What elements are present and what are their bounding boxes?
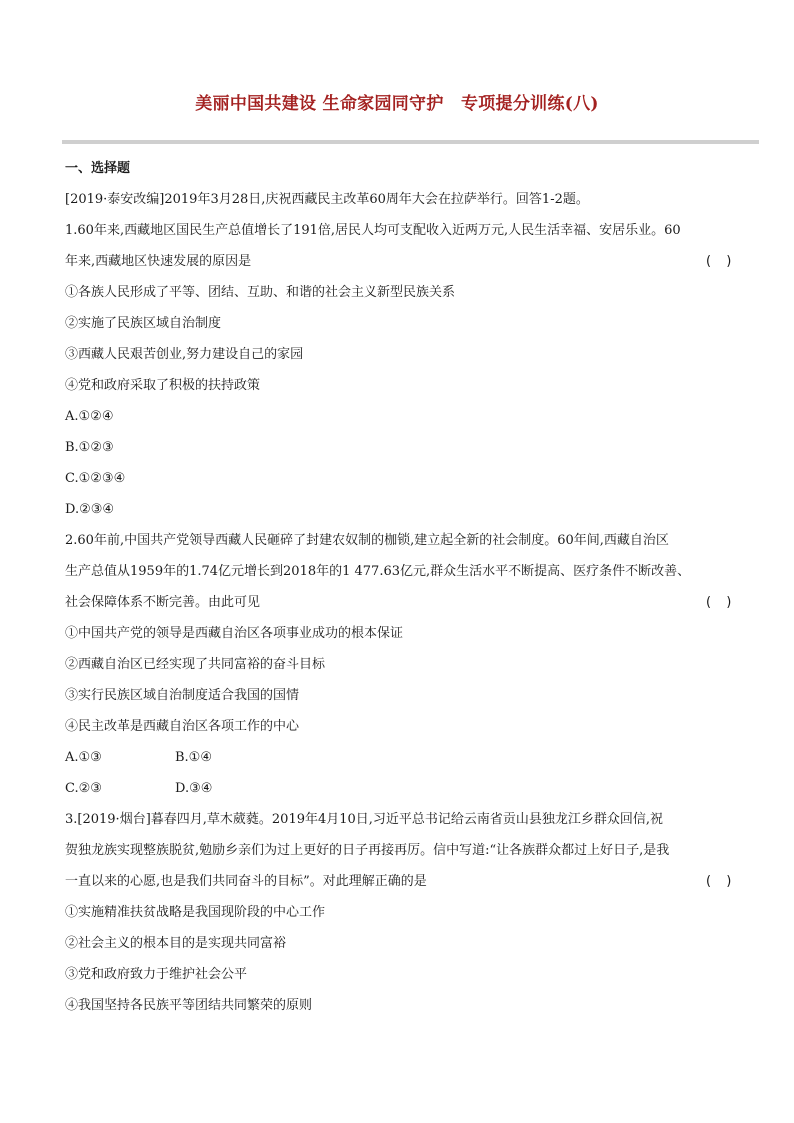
question-3-stem-text: 一直以来的心愿,也是我们共同奋斗的目标”。对此理解正确的是: [65, 874, 427, 889]
statement-item: ①各族人民形成了平等、团结、互助、和谐的社会主义新型民族关系: [65, 285, 456, 300]
question-3-stem-line-1: 3.[2019·烟台]暮春四月,草木葳蕤。2019年4月10日,习近平总书记给云南省贡山县独龙江乡群众回信,祝: [65, 812, 664, 827]
statement-item: ①实施精准扶贫战略是我国现阶段的中心工作: [65, 905, 326, 920]
statement-item: ④党和政府采取了积极的扶持政策: [65, 378, 261, 393]
question-group-intro: [2019·泰安改编]2019年3月28日,庆祝西藏民主改革60周年大会在拉萨举行。回答1-2题。: [65, 192, 589, 207]
section-heading: 一、选择题: [65, 161, 131, 176]
statement-item: ②西藏自治区已经实现了共同富裕的奋斗目标: [65, 657, 326, 672]
question-2-stem-line-2: 生产总值从1959年的1.74亿元增长到2018年的1 477.63亿元,群众生活水平不断提高、医疗条件不断改善、: [65, 564, 691, 579]
option-c: C.②③: [65, 781, 102, 796]
question-1-stem-text: 年来,西藏地区快速发展的原因是: [65, 254, 252, 269]
statement-item: ②社会主义的根本目的是实现共同富裕: [65, 936, 287, 951]
option-b: B.①②③: [65, 440, 114, 455]
question-3-stem-line-2: 贺独龙族实现整族脱贫,勉励乡亲们为过上更好的日子再接再厉。信中写道:“让各族群众都过上好日子,是我: [65, 843, 670, 858]
document-body: [65, 157, 733, 1025]
option-b: B.①④: [175, 750, 212, 765]
question-2-stem-line-1: 2.60年前,中国共产党领导西藏人民砸碎了封建农奴制的枷锁,建立起全新的社会制度。60年间,西藏自治区: [65, 533, 669, 548]
question-1: [65, 219, 733, 529]
title-divider: [62, 140, 759, 144]
option-d: D.②③④: [65, 502, 115, 517]
statement-item: ③实行民族区域自治制度适合我国的国情: [65, 688, 300, 703]
page-title: 美丽中国共建设 生命家园同守护 专项提分训练(八): [195, 94, 599, 114]
question-1-stem-line-2: [65, 250, 733, 281]
option-a: A.①②④: [65, 409, 114, 424]
statement-item: ④我国坚持各民族平等团结共同繁荣的原则: [65, 998, 313, 1013]
options-row: [65, 746, 733, 777]
statement-item: ①中国共产党的领导是西藏自治区各项事业成功的根本保证: [65, 626, 404, 641]
question-2-stem-line-3: [65, 591, 733, 622]
statement-item: ④民主改革是西藏自治区各项工作的中心: [65, 719, 300, 734]
statement-item: ③西藏人民艰苦创业,努力建设自己的家园: [65, 347, 304, 362]
question-1-stem-line-1: 1.60年来,西藏地区国民生产总值增长了191倍,居民人均可支配收入近两万元,人民生活幸福、安居乐业。60: [65, 223, 681, 238]
answer-blank: ( ): [704, 595, 733, 610]
answer-blank: ( ): [704, 874, 733, 889]
answer-blank: ( ): [704, 254, 733, 269]
question-3-stem-line-3: [65, 870, 733, 901]
option-d: D.③④: [175, 781, 213, 796]
statement-item: ②实施了民族区域自治制度: [65, 316, 222, 331]
statement-item: ③党和政府致力于维护社会公平: [65, 967, 248, 982]
option-c: C.①②③④: [65, 471, 126, 486]
options-row: [65, 777, 733, 808]
option-a: A.①③: [65, 750, 102, 765]
question-2: [65, 529, 733, 808]
question-2-stem-text: 社会保障体系不断完善。由此可见: [65, 595, 261, 610]
question-3: [65, 808, 733, 1025]
